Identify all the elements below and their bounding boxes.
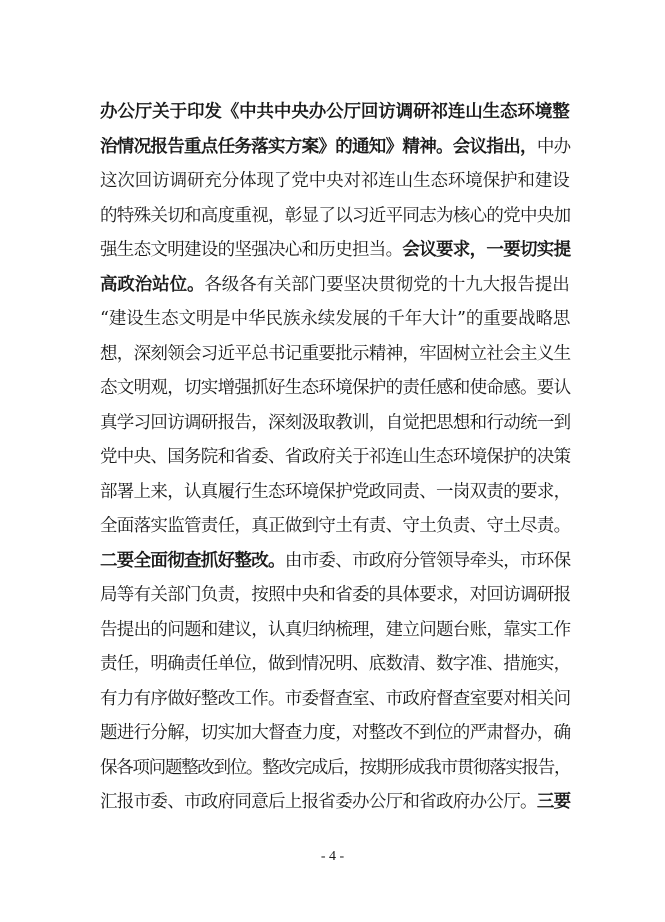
text-segment: 告提出的问题和建议，认真归纳梳理，建立问题台账，靠实工作 xyxy=(100,619,571,640)
text-line xyxy=(100,309,570,329)
text-line xyxy=(100,447,570,467)
text-segment: “建设生态文明是中华民族永续发展的千年大计”的重要战略思 xyxy=(100,309,571,329)
text-line xyxy=(100,585,570,605)
text-segment: 汇报市委、市政府同意后上报省委办公厅和省政府办公厅。 xyxy=(100,792,537,812)
text-line xyxy=(100,344,570,364)
page-number: - 4 - xyxy=(320,849,345,864)
bold-text-segment: 办公厅关于印发《中共中央办公厅回访调研祁连山生态环境整 xyxy=(100,102,570,122)
text-segment: 全面落实监管责任，真正做到守土有责、守土负责、守土尽责。 xyxy=(100,516,571,536)
text-segment: 态文明观，切实增强抓好生态环境保护的责任感和使命感。要认 xyxy=(100,378,571,398)
bold-text-segment: 会议要求，一要切实提 xyxy=(402,240,571,260)
text-line xyxy=(100,137,570,157)
bold-text-segment: 治情况报告重点任务落实方案》的通知》精神。会议指出， xyxy=(100,136,537,157)
bold-text-segment: 高政治站位。 xyxy=(100,274,205,295)
text-segment: 强生态文明建设的坚强决心和历史担当。 xyxy=(100,240,403,260)
text-segment: 责任，明确责任单位，做到情况明、底数清、数字准、措施实， xyxy=(100,654,571,674)
text-segment: 有力有序做好整改工作。市委督查室、市政府督查室要对相关问 xyxy=(100,688,571,709)
bold-text-segment: 三要 xyxy=(536,792,571,812)
text-line xyxy=(100,102,570,122)
text-line xyxy=(100,206,570,226)
text-line xyxy=(100,654,570,674)
text-line xyxy=(100,171,570,191)
text-segment: 这次回访调研充分体现了党中央对祁连山生态环境保护和建设 xyxy=(100,171,570,191)
text-line xyxy=(100,275,570,295)
text-line xyxy=(100,516,570,536)
text-line xyxy=(100,551,570,571)
text-segment: 想，深刻领会习近平总书记重要批示精神，牢固树立社会主义生 xyxy=(100,343,571,364)
text-line xyxy=(100,689,570,709)
text-line xyxy=(100,240,570,260)
text-segment: 保各项问题整改到位。整改完成后，按期形成我市贯彻落实报告， xyxy=(100,757,571,778)
text-line xyxy=(100,620,570,640)
text-line xyxy=(100,482,570,502)
text-line xyxy=(100,723,570,743)
text-segment: 部署上来，认真履行生态环境保护党政同责、一岗双责的要求， xyxy=(100,481,571,502)
text-segment: 各级各有关部门要坚决贯彻党的十九大报告提出 xyxy=(204,274,570,295)
text-segment: 党中央、国务院和省委、省政府关于祁连山生态环境保护的决策 xyxy=(100,447,571,467)
text-line xyxy=(100,792,570,812)
text-segment: 局等有关部门负责，按照中央和省委的具体要求，对回访调研报 xyxy=(100,585,571,605)
text-segment: 中办 xyxy=(536,136,571,157)
text-segment: 真学习回访调研报告，深刻汲取教训，自觉把思想和行动统一到 xyxy=(100,412,571,433)
text-segment: 的特殊关切和高度重视，彰显了以习近平同志为核心的党中央加 xyxy=(100,205,571,226)
text-line xyxy=(100,378,570,398)
bold-text-segment: 二要全面彻查抓好整改。 xyxy=(100,550,285,571)
text-segment: 题进行分解，切实加大督查力度，对整改不到位的严肃督办，确 xyxy=(100,723,571,743)
text-line xyxy=(100,413,570,433)
text-segment: 由市委、市政府分管领导牵头，市环保 xyxy=(284,550,571,571)
text-line xyxy=(100,758,570,778)
